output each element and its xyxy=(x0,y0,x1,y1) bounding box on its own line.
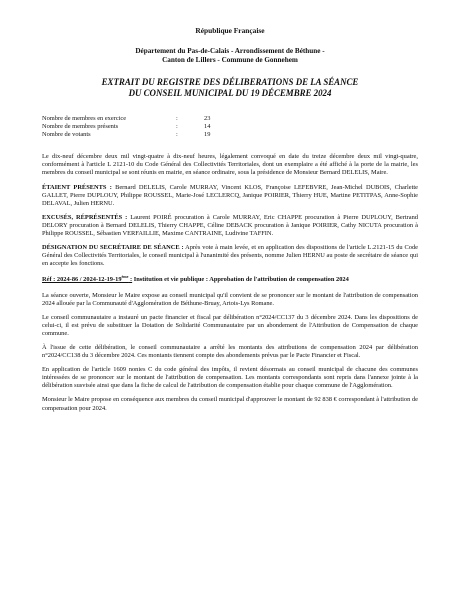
count-label: Nombre de membres en exercice xyxy=(42,115,127,122)
secretary-label: DÉSIGNATION DU SECRÉTAIRE DE SÉANCE : xyxy=(42,244,184,252)
excused-label: EXCUSÉS, RÉPRÉSENTÉS : xyxy=(42,213,128,221)
count-row xyxy=(42,115,224,123)
deliberation-reference xyxy=(42,276,418,284)
republic-heading: République Française xyxy=(195,26,265,35)
secretary-paragraph xyxy=(42,244,418,268)
department-line-1: Département du Pas-de-Calais - Arrondissement de Béthune - xyxy=(135,47,325,55)
count-label: Nombre de votants xyxy=(42,131,91,139)
member-counts-table xyxy=(42,115,224,139)
secretary-text: Après vote à main levée, et en application des dispositions de l'article L.2121-15 du Code Général des Collectivités Territoriales, le conseil municipal à l'unanimité des présents, nomme Julien HERNU au poste de secrétaire de séance qui en accepte les fonctions. xyxy=(42,244,418,268)
body-paragraph: En application de l'article 1609 nonies C du code général des impôts, il revient désormais au conseil municipal de chacune des communes intéressées de se prononcer sur le montant de l'attribution de compensation. Les montants correspondants sont repris dans l'annexe jointe à la délibération susvisée ainsi que dans la fiche de calcul de l'attribution de compensation établie pour chaque commune de l'Agglomération. xyxy=(42,366,418,390)
reference-main: Réf : 2024-86 / 2024-12-19-19 xyxy=(42,276,122,284)
count-separator: : xyxy=(176,131,178,139)
excused-paragraph xyxy=(42,214,418,238)
body-paragraph: Le conseil communautaire a instauré un pacte financier et fiscal par délibération n°2024/CC137 du 3 décembre 2024. Dans les dispositions de celui-ci, il est prévu de substituer la Dotation de Solidarité Communautaire par un abondement de l'Attribution de Compensation de chaque commune. xyxy=(42,313,418,337)
department-line-2: Canton de Lillers - Commune de Gonnehem xyxy=(162,56,298,64)
count-row xyxy=(42,131,224,139)
present-text: Bernard DELELIS, Carole MURRAY, Vincent KLOS, Françoise LEFEBVRE, Jean-Michel DUBOIS, Charlette GALLET, Pierre DUPLOUY, Philippe ROUSSEL, Marie-José LECLERCQ, Janique POIRIER, Thierry HUE, Martine PETITPAS, Anne-Sophie DELAVAL, Julien HERNU. xyxy=(42,183,419,207)
body-paragraph: La séance ouverte, Monsieur le Maire expose au conseil municipal qu'il convient de se prononcer sur le montant de l'attribution de compensation 2024 allouée par la Communauté d'Agglomération de Béthune-Bruay, Artois-Lys Romane. xyxy=(42,291,418,307)
count-value: 14 xyxy=(204,123,211,131)
reference-colon: : xyxy=(128,276,133,284)
reference-superscript: ème xyxy=(121,274,129,280)
reference-subject: Institution et vie publique : Approbation de l'attribution de compensation 2024 xyxy=(132,276,349,284)
present-label: ÉTAIENT PRÉSENTS : xyxy=(42,183,112,191)
count-value: 19 xyxy=(204,131,211,139)
count-row xyxy=(42,123,224,131)
title-line-2: DU CONSEIL MUNICIPAL DU 19 DÉCEMBRE 2024 xyxy=(128,88,332,98)
body-paragraph: Monsieur le Maire propose en conséquence aux membres du conseil municipal d'approuver le montant de 92 838 € correspondant à l'attribution de compensation pour 2024. xyxy=(42,396,418,412)
document-title xyxy=(42,77,418,99)
excused-text: Laurent POIRÉ procuration à Carole MURRAY, Eric CHAPPE procuration à Pierre DUPLOUY, Bertrand DELORY procuration à Bernard DELELIS, Thierry CHAPPE, Céline DEBACK procuration à Janique POIRIER, Cathy NICUTA procuration à Philippe ROUSSEL, Sébastien VERFAILLIE, Maxime CANTRAINE, Ludivine TAFFIN. xyxy=(42,213,418,238)
count-label: Nombre de membres présents xyxy=(42,123,119,131)
department-heading xyxy=(42,47,418,65)
count-value: 23 xyxy=(204,115,211,122)
intro-paragraph: Le dix-neuf décembre deux mil vingt-quatre à dix-neuf heures, légalement convoqué en date du treize décembre deux mil vingt-quatre, conformément à l'article L 2121-10 du Code Général des Collectivités Territoriales, dont un exemplaire a été affiché à la porte de la mairie, les membres du conseil municipal se sont réunis en mairie, en séance ordinaire, sous la présidence de Monsieur Bernard DELELIS, Maire. xyxy=(42,153,418,177)
reference-number xyxy=(42,276,132,283)
count-separator: : xyxy=(176,115,178,122)
body-paragraph: À l'issue de cette délibération, le conseil communautaire a arrêté les montants des attributions de compensation 2024 par délibération n°2024/CC138 du 3 décembre 2024. Ces montants tiennent compte des abondements prévus par le Pacte Financier et Fiscal. xyxy=(42,343,418,360)
count-separator: : xyxy=(176,123,178,131)
present-paragraph xyxy=(42,184,418,208)
title-line-1: EXTRAIT DU REGISTRE DES DÉLIBERATIONS DE LA SÉANCE xyxy=(101,77,359,87)
